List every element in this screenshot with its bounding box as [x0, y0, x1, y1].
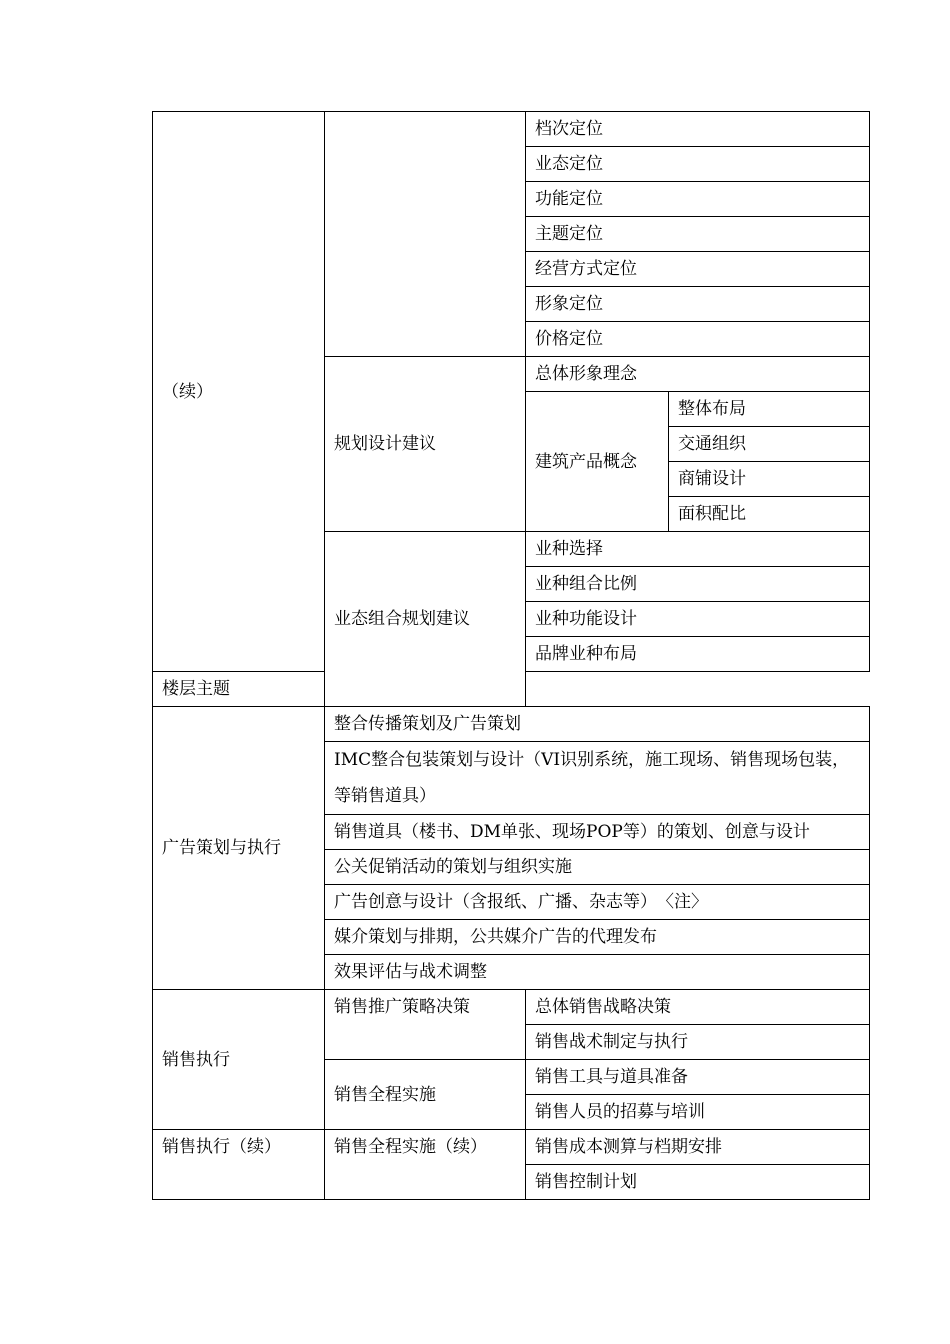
sales-implementation-continued-label: 销售全程实施（续） — [325, 1130, 526, 1200]
building-concept-item: 交通组织 — [669, 427, 870, 462]
positioning-item: 形象定位 — [526, 287, 870, 322]
building-concept-label: 建筑产品概念 — [526, 392, 669, 532]
positioning-item: 业态定位 — [526, 147, 870, 182]
business-mix-item: 业种功能设计 — [526, 602, 870, 637]
positioning-item: 经营方式定位 — [526, 252, 870, 287]
sales-item: 销售战术制定与执行 — [526, 1025, 870, 1060]
business-mix-item: 楼层主题 — [153, 672, 526, 707]
sales-item: 销售成本测算与档期安排 — [526, 1130, 870, 1165]
business-mix-item: 品牌业种布局 — [526, 637, 870, 672]
advertising-item: 销售道具（楼书、DM单张、现场POP等）的策划、创意与设计 — [325, 815, 870, 850]
sales-item: 销售人员的招募与培训 — [526, 1095, 870, 1130]
building-concept-item: 商铺设计 — [669, 462, 870, 497]
business-mix-item: 业种组合比例 — [526, 567, 870, 602]
advertising-item: 媒介策划与排期，公共媒介广告的代理发布 — [325, 920, 870, 955]
service-scope-table — [152, 111, 870, 1200]
advertising-item: IMC整合包装策划与设计（VI识别系统，施工现场、销售现场包装，等销售道具） — [325, 742, 870, 815]
empty-cell — [325, 112, 526, 357]
sales-item: 销售控制计划 — [526, 1165, 870, 1200]
advertising-item: 效果评估与战术调整 — [325, 955, 870, 990]
advertising-item: 广告创意与设计（含报纸、广播、杂志等） 〈注〉 — [325, 885, 870, 920]
sales-item: 销售工具与道具准备 — [526, 1060, 870, 1095]
positioning-item: 功能定位 — [526, 182, 870, 217]
sales-implementation-label: 销售全程实施 — [325, 1060, 526, 1130]
sales-strategy-label: 销售推广策略决策 — [325, 990, 526, 1060]
advertising-item: 公关促销活动的策划与组织实施 — [325, 850, 870, 885]
building-concept-item: 面积配比 — [669, 497, 870, 532]
business-mix-item: 业种选择 — [526, 532, 870, 567]
positioning-item: 主题定位 — [526, 217, 870, 252]
planning-design-label: 规划设计建议 — [325, 357, 526, 532]
positioning-item: 价格定位 — [526, 322, 870, 357]
building-concept-item: 整体布局 — [669, 392, 870, 427]
sales-continued-label: 销售执行（续） — [153, 1130, 325, 1200]
positioning-item: 档次定位 — [526, 112, 870, 147]
business-mix-label: 业态组合规划建议 — [325, 532, 526, 707]
section-label-continued: （续） — [153, 112, 325, 672]
advertising-item: 整合传播策划及广告策划 — [325, 707, 870, 742]
sales-section-label: 销售执行 — [153, 990, 325, 1130]
advertising-section-label: 广告策划与执行 — [153, 707, 325, 990]
document-page — [152, 111, 870, 1200]
sales-item: 总体销售战略决策 — [526, 990, 870, 1025]
overall-concept-item: 总体形象理念 — [526, 357, 870, 392]
